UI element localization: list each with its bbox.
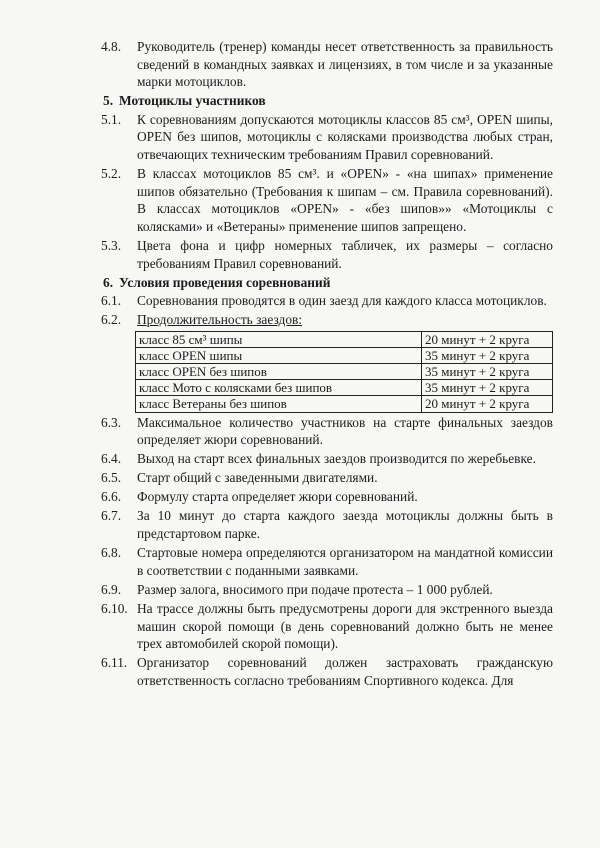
section-number: 5. (103, 93, 114, 109)
clause-text: Цвета фона и цифр номерных табличек, их размеры – согласно требованиям Правил соревнований. (137, 238, 553, 271)
clause-6-9 (101, 581, 553, 599)
clause-6-11 (101, 654, 553, 689)
clause-text: Выход на старт всех финальных заездов производится по жеребьевке. (137, 451, 536, 467)
class-cell: класс OPEN без шипов (136, 363, 422, 379)
clause-6-6 (101, 488, 553, 506)
table-row (136, 396, 553, 412)
table-row (136, 331, 553, 347)
clause-number: 6.7. (101, 508, 122, 524)
clause-text: Максимальное количество участников на старте финальных заездов определяет жюри соревнований. (137, 414, 553, 448)
clause-number: 6.4. (101, 451, 122, 467)
clause-6-3 (101, 414, 553, 449)
clause-6-8 (101, 544, 553, 579)
clause-6-1 (101, 292, 553, 310)
table-row (136, 380, 553, 396)
clause-number: 6.9. (101, 581, 122, 597)
class-cell: класс Мото с колясками без шипов (136, 380, 422, 396)
clause-text: К соревнованиям допускаются мотоциклы классов 85 см³, OPEN шипы, OPEN без шипов, мотоциклы с колясками производства любых стран, отвечающих техническим требованиям Правил соревнований. (137, 111, 553, 163)
clause-number: 5.3. (101, 238, 122, 254)
duration-cell: 20 минут + 2 круга (422, 396, 553, 412)
clause-6-5 (101, 469, 553, 487)
duration-cell: 35 минут + 2 круга (422, 363, 553, 379)
clause-6-4 (101, 450, 553, 468)
clause-5-3 (101, 237, 553, 272)
clause-number: 6.3. (101, 414, 122, 430)
clause-5-2 (101, 165, 553, 235)
clause-text: Формулу старта определяет жюри соревнований. (137, 489, 418, 505)
clause-6-7 (101, 507, 553, 542)
clause-number: 4.8. (101, 39, 122, 54)
table-row (136, 363, 553, 379)
class-cell: класс OPEN шипы (136, 347, 422, 363)
clause-text: В классах мотоциклов 85 см³. и «OPEN» - «на шипах» применение шипов обязательно (Требования к шипам – см. Правила соревнований). В классах мотоциклов «OPEN» - «без шипов»» «Мотоциклы с колясками» и «Ветераны» применение шипов запрещено. (137, 166, 553, 234)
clause-text: Стартовые номера определяются организатором на мандатной комиссии в соответствии с поданными заявками. (137, 545, 553, 578)
document-body (101, 38, 553, 691)
duration-cell: 35 минут + 2 круга (422, 380, 553, 396)
duration-cell: 35 минут + 2 круга (422, 347, 553, 363)
clause-text: Размер залога, вносимого при подаче протеста – 1 000 рублей. (137, 581, 493, 597)
clause-text: Продолжительность заездов: (137, 312, 303, 328)
clause-text: На трассе должны быть предусмотрены дороги для экстренного выезда машин скорой помощи (в день соревнований должно быть не менее трех автомобилей скорой помощи). (137, 600, 553, 652)
class-cell: класс 85 см³ шипы (136, 331, 422, 347)
clause-number: 6.5. (101, 470, 122, 486)
clause-6-10 (101, 600, 553, 653)
clause-text: За 10 минут до старта каждого заезда мотоциклы должны быть в предстартовом парке. (137, 508, 553, 542)
clause-6-2 (101, 311, 553, 329)
class-cell: класс Ветераны без шипов (136, 396, 422, 412)
clause-5-1 (101, 111, 553, 164)
section-title: Мотоциклы участников (119, 93, 266, 109)
clause-number: 5.2. (101, 166, 122, 182)
table-row (136, 347, 553, 363)
clause-text: Руководитель (тренер) команды несет ответственность за правильность сведений в командных заявках и лицензиях, в том числе и за указанные марки мотоциклов. (137, 39, 553, 90)
clause-text: Организатор соревнований должен застраховать гражданскую ответственность согласно требованиям Спортивного кодекса. Для (137, 655, 553, 688)
duration-cell: 20 минут + 2 круга (422, 331, 553, 347)
clause-number: 6.6. (101, 489, 122, 505)
section-heading-6 (103, 274, 553, 292)
clause-4-8 (101, 38, 553, 91)
clause-text: Соревнования проводятся в один заезд для каждого класса мотоциклов. (137, 293, 547, 309)
clause-text: Старт общий с заведенными двигателями. (137, 470, 378, 486)
section-heading-5 (103, 92, 553, 110)
clause-number: 6.10. (101, 600, 128, 616)
section-title: Условия проведения соревнований (119, 274, 331, 290)
clause-number: 6.2. (101, 312, 122, 328)
clause-number: 5.1. (101, 111, 122, 127)
section-number: 6. (103, 274, 114, 290)
race-durations-table (135, 331, 553, 413)
clause-number: 6.1. (101, 293, 122, 309)
clause-number: 6.8. (101, 545, 122, 561)
clause-number: 6.11. (101, 655, 128, 671)
